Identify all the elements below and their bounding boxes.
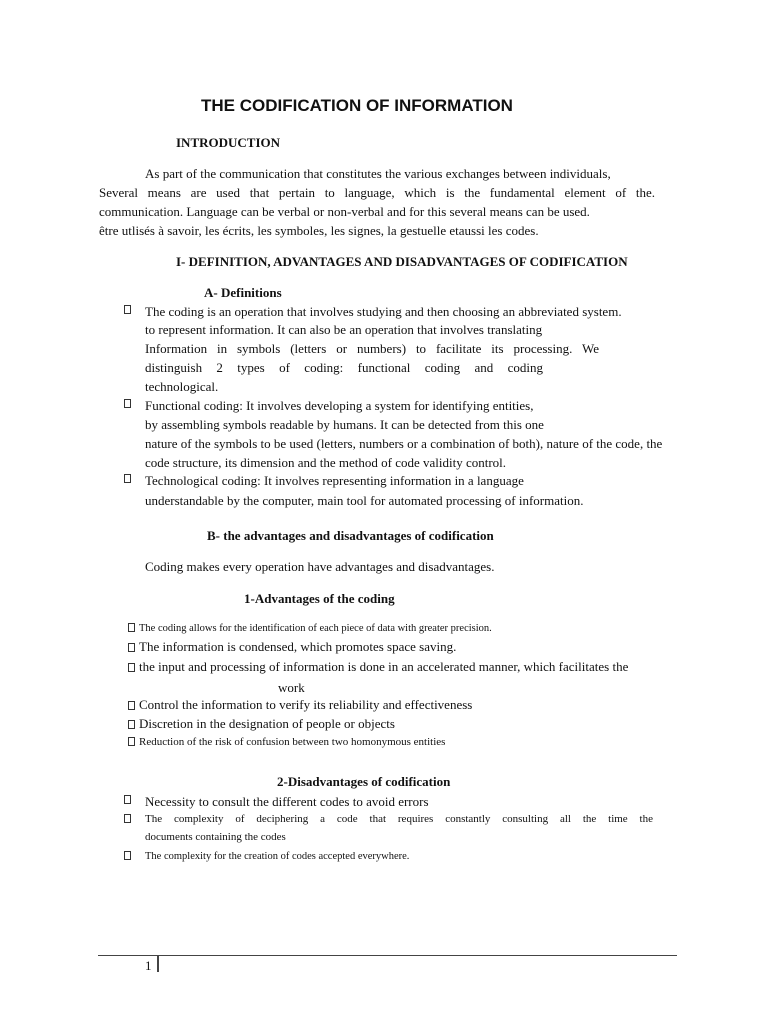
advantage-item-continued: work	[278, 680, 305, 695]
footer-rule	[98, 955, 677, 956]
bullet-box-icon	[128, 623, 135, 632]
definition-line: to represent information. It can also be an operation that involves translating	[145, 322, 543, 337]
intro-heading: INTRODUCTION	[176, 135, 281, 150]
bullet-box-icon	[128, 720, 135, 729]
bullet-box-icon	[124, 814, 131, 823]
definition-line: by assembling symbols readable by humans. It can be detected from this one	[145, 417, 544, 432]
advantage-item: The coding allows for the identification of each piece of data with greater precision.	[128, 623, 492, 635]
disadvantage-item: Necessity to consult the different codes to avoid errors	[145, 794, 429, 809]
footer-divider	[157, 956, 159, 972]
bullet-box-icon	[128, 737, 135, 746]
definition-line: Technological coding: It involves representing information in a language	[145, 473, 524, 488]
bullet-box-icon	[124, 795, 131, 804]
definition-line: The coding is an operation that involves studying and then choosing an abbreviated system.	[145, 304, 622, 319]
disadvantage-item: The complexity for the creation of codes accepted everywhere.	[145, 851, 410, 862]
advantage-item: Discretion in the designation of people or objects	[128, 717, 395, 730]
bullet-box-icon	[128, 663, 135, 672]
page-title: THE CODIFICATION OF INFORMATION	[201, 96, 513, 115]
subsection-b-heading: B- the advantages and disadvantages of codification	[207, 528, 494, 543]
advantages-heading: 1-Advantages of the coding	[244, 591, 395, 606]
disadvantage-item-continued: documents containing the codes	[145, 831, 286, 843]
intro-line-2: Several means are used that pertain to language, which is the fundamental element of the.	[99, 185, 655, 200]
bullet-box-icon	[124, 474, 131, 483]
advantage-item: Reduction of the risk of confusion between two homonymous entities	[128, 737, 445, 748]
definition-line: understandable by the computer, main tool for automated processing of information.	[145, 493, 584, 508]
disadvantage-item: The complexity of deciphering a code that requires constantly consulting all the time the	[145, 813, 653, 825]
section-heading: I- DEFINITION, ADVANTAGES AND DISADVANTAGES OF CODIFICATION	[176, 254, 628, 269]
intro-line-3: communication. Language can be verbal or non-verbal and for this several means can be used.	[99, 204, 590, 219]
advantage-item: Control the information to verify its reliability and effectiveness	[128, 698, 472, 711]
bullet-box-icon	[124, 305, 131, 314]
definition-line: code structure, its dimension and the method of code validity control.	[145, 455, 507, 470]
definition-line: technological.	[145, 379, 219, 394]
disadvantages-heading: 2-Disadvantages of codification	[277, 774, 451, 789]
intro-line-1: As part of the communication that constitutes the various exchanges between individuals,	[145, 166, 611, 181]
definition-line: Functional coding: It involves developing a system for identifying entities,	[145, 398, 534, 413]
bullet-box-icon	[128, 701, 135, 710]
subsection-a-heading: A- Definitions	[204, 285, 282, 300]
bullet-box-icon	[128, 643, 135, 652]
definition-line: distinguish 2 types of coding: functional coding and coding	[145, 360, 543, 375]
intro-line-4: être utlisés à savoir, les écrits, les symboles, les signes, la gestuelle etaussi les codes.	[99, 223, 539, 238]
page-number: 1	[145, 958, 152, 973]
advantage-item: the input and processing of information is done in an accelerated manner, which facilitates the	[128, 660, 628, 673]
subsection-b-intro: Coding makes every operation have advantages and disadvantages.	[145, 559, 495, 574]
advantage-item: The information is condensed, which promotes space saving.	[128, 640, 456, 653]
bullet-box-icon	[124, 399, 131, 408]
bullet-box-icon	[124, 851, 131, 860]
definition-line: nature of the symbols to be used (letters, numbers or a combination of both), nature of the code, the	[145, 436, 663, 451]
definition-line: Information in symbols (letters or numbers) to facilitate its processing. We	[145, 341, 599, 356]
